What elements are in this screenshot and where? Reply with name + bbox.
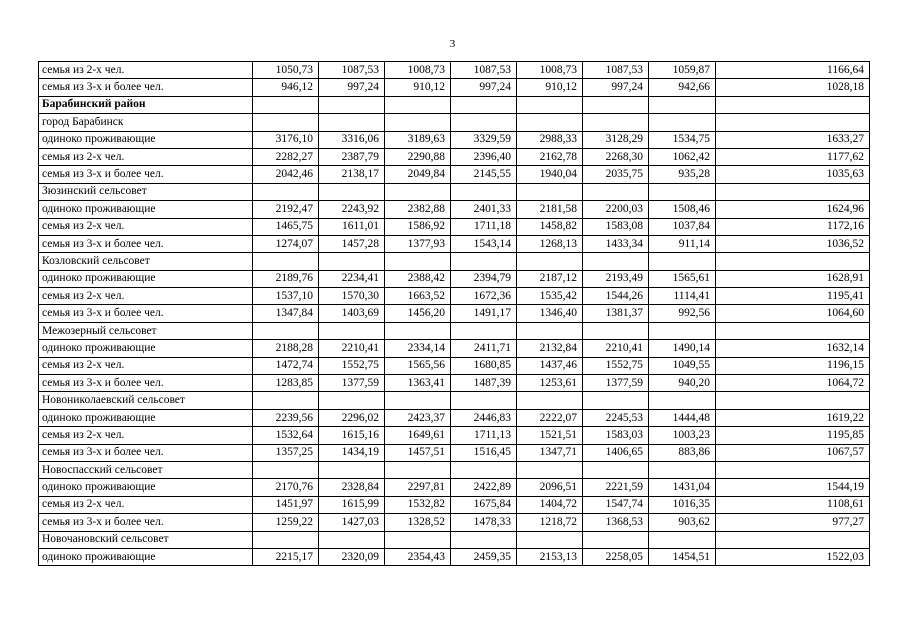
- value-cell: 1431,04: [649, 479, 716, 496]
- value-cell: 1583,03: [583, 427, 649, 444]
- value-cell: 1433,34: [583, 235, 649, 252]
- value-cell: 2170,76: [253, 479, 319, 496]
- value-cell: [517, 461, 583, 478]
- district-heading: Барабинский район: [39, 96, 253, 113]
- value-cell: [649, 253, 716, 270]
- value-cell: 2221,59: [583, 479, 649, 496]
- value-cell: 903,62: [649, 514, 716, 531]
- value-cell: 997,24: [319, 79, 385, 96]
- value-cell: 1565,61: [649, 270, 716, 287]
- value-cell: 2181,58: [517, 201, 583, 218]
- value-cell: [253, 392, 319, 409]
- value-cell: 3128,29: [583, 131, 649, 148]
- value-cell: [319, 531, 385, 548]
- value-cell: [385, 322, 451, 339]
- value-cell: 1434,19: [319, 444, 385, 461]
- value-cell: 1632,14: [716, 340, 870, 357]
- value-cell: 1508,46: [649, 201, 716, 218]
- section-label: Козловский сельсовет: [39, 253, 253, 270]
- value-cell: 2239,56: [253, 409, 319, 426]
- table-row: [39, 288, 870, 305]
- value-cell: 1346,40: [517, 305, 583, 322]
- value-cell: 2296,02: [319, 409, 385, 426]
- value-cell: 1036,52: [716, 235, 870, 252]
- district-heading-row: [39, 96, 870, 113]
- table-row: [39, 548, 870, 565]
- value-cell: 1532,64: [253, 427, 319, 444]
- value-cell: 997,24: [583, 79, 649, 96]
- value-cell: [517, 114, 583, 131]
- section-label: Новоспасский сельсовет: [39, 461, 253, 478]
- section-row: [39, 531, 870, 548]
- value-cell: 1195,85: [716, 427, 870, 444]
- value-cell: [716, 96, 870, 113]
- value-cell: 2210,41: [583, 340, 649, 357]
- value-cell: 1087,53: [583, 62, 649, 79]
- value-cell: 1259,22: [253, 514, 319, 531]
- value-cell: [319, 461, 385, 478]
- value-cell: [253, 531, 319, 548]
- value-cell: 3176,10: [253, 131, 319, 148]
- value-cell: 1050,73: [253, 62, 319, 79]
- value-cell: 2388,42: [385, 270, 451, 287]
- value-cell: [385, 96, 451, 113]
- row-label: семья из 3-х и более чел.: [39, 514, 253, 531]
- value-cell: [583, 322, 649, 339]
- value-cell: [649, 461, 716, 478]
- value-cell: 2282,27: [253, 148, 319, 165]
- table-row: [39, 218, 870, 235]
- value-cell: 3189,63: [385, 131, 451, 148]
- value-cell: [649, 96, 716, 113]
- value-cell: 2193,49: [583, 270, 649, 287]
- value-cell: 997,24: [451, 79, 517, 96]
- value-cell: 2422,89: [451, 479, 517, 496]
- value-cell: 1008,73: [517, 62, 583, 79]
- value-cell: 1611,01: [319, 218, 385, 235]
- value-cell: [385, 114, 451, 131]
- value-cell: 1059,87: [649, 62, 716, 79]
- value-cell: 1624,96: [716, 201, 870, 218]
- value-cell: [649, 392, 716, 409]
- value-cell: 1108,61: [716, 496, 870, 513]
- value-cell: 1114,41: [649, 288, 716, 305]
- table-row: [39, 444, 870, 461]
- value-cell: [385, 531, 451, 548]
- section-label: Межозерный сельсовет: [39, 322, 253, 339]
- row-label: одиноко проживающие: [39, 340, 253, 357]
- value-cell: [583, 183, 649, 200]
- value-cell: 2096,51: [517, 479, 583, 496]
- section-row: [39, 461, 870, 478]
- value-cell: 2459,35: [451, 548, 517, 565]
- value-cell: [716, 322, 870, 339]
- value-cell: [253, 322, 319, 339]
- value-cell: [319, 392, 385, 409]
- value-cell: 2258,05: [583, 548, 649, 565]
- value-cell: 2320,09: [319, 548, 385, 565]
- value-cell: [319, 183, 385, 200]
- value-cell: 3329,59: [451, 131, 517, 148]
- value-cell: 1427,03: [319, 514, 385, 531]
- value-cell: 910,12: [385, 79, 451, 96]
- value-cell: 2132,84: [517, 340, 583, 357]
- value-cell: 2192,47: [253, 201, 319, 218]
- value-cell: 2394,79: [451, 270, 517, 287]
- value-cell: 1619,22: [716, 409, 870, 426]
- value-cell: 1166,64: [716, 62, 870, 79]
- value-cell: 2297,81: [385, 479, 451, 496]
- value-cell: 1663,52: [385, 288, 451, 305]
- value-cell: [649, 322, 716, 339]
- value-cell: 1404,72: [517, 496, 583, 513]
- value-cell: 2188,28: [253, 340, 319, 357]
- value-cell: [385, 253, 451, 270]
- table-row: [39, 409, 870, 426]
- value-cell: 1615,99: [319, 496, 385, 513]
- section-row: [39, 253, 870, 270]
- value-cell: [319, 96, 385, 113]
- value-cell: [716, 461, 870, 478]
- value-cell: 2222,07: [517, 409, 583, 426]
- value-cell: 2049,84: [385, 166, 451, 183]
- value-cell: 1711,13: [451, 427, 517, 444]
- section-label: Зюзинский сельсовет: [39, 183, 253, 200]
- value-cell: 1458,82: [517, 218, 583, 235]
- value-cell: 1478,33: [451, 514, 517, 531]
- value-cell: 2268,30: [583, 148, 649, 165]
- row-label: семья из 2-х чел.: [39, 288, 253, 305]
- value-cell: 1268,13: [517, 235, 583, 252]
- value-cell: 2153,13: [517, 548, 583, 565]
- value-cell: 2138,17: [319, 166, 385, 183]
- row-label: одиноко проживающие: [39, 270, 253, 287]
- table-row: [39, 340, 870, 357]
- table-row: [39, 357, 870, 374]
- value-cell: [517, 253, 583, 270]
- value-cell: 2234,41: [319, 270, 385, 287]
- value-cell: 1328,52: [385, 514, 451, 531]
- value-cell: [319, 114, 385, 131]
- value-cell: 2387,79: [319, 148, 385, 165]
- value-cell: 977,27: [716, 514, 870, 531]
- row-label: одиноко проживающие: [39, 548, 253, 565]
- value-cell: 1680,85: [451, 357, 517, 374]
- value-cell: 1565,56: [385, 357, 451, 374]
- value-cell: 942,66: [649, 79, 716, 96]
- value-cell: 1583,08: [583, 218, 649, 235]
- table-row: [39, 514, 870, 531]
- value-cell: 1522,03: [716, 548, 870, 565]
- value-cell: 2334,14: [385, 340, 451, 357]
- value-cell: 1490,14: [649, 340, 716, 357]
- value-cell: 1363,41: [385, 375, 451, 392]
- value-cell: 1472,74: [253, 357, 319, 374]
- section-label: город Барабинск: [39, 114, 253, 131]
- value-cell: 1672,36: [451, 288, 517, 305]
- value-cell: 1534,75: [649, 131, 716, 148]
- table-row: [39, 79, 870, 96]
- value-cell: [253, 114, 319, 131]
- value-cell: 1675,84: [451, 496, 517, 513]
- value-cell: 1087,53: [319, 62, 385, 79]
- value-cell: 1940,04: [517, 166, 583, 183]
- value-cell: [385, 392, 451, 409]
- row-label: одиноко проживающие: [39, 409, 253, 426]
- table-row: [39, 427, 870, 444]
- value-cell: [716, 392, 870, 409]
- row-label: одиноко проживающие: [39, 131, 253, 148]
- table-row: [39, 235, 870, 252]
- table-row: [39, 131, 870, 148]
- value-cell: 1381,37: [583, 305, 649, 322]
- value-cell: 1062,42: [649, 148, 716, 165]
- value-cell: 1347,84: [253, 305, 319, 322]
- value-cell: 2215,17: [253, 548, 319, 565]
- value-cell: 2396,40: [451, 148, 517, 165]
- value-cell: 1615,16: [319, 427, 385, 444]
- value-cell: 2210,41: [319, 340, 385, 357]
- value-cell: 2401,33: [451, 201, 517, 218]
- value-cell: [319, 322, 385, 339]
- value-cell: 2290,88: [385, 148, 451, 165]
- value-cell: [385, 461, 451, 478]
- section-label: Новочановский сельсовет: [39, 531, 253, 548]
- value-cell: 1377,59: [319, 375, 385, 392]
- value-cell: 1064,60: [716, 305, 870, 322]
- value-cell: 1516,45: [451, 444, 517, 461]
- value-cell: [517, 531, 583, 548]
- value-cell: 1008,73: [385, 62, 451, 79]
- row-label: семья из 3-х и более чел.: [39, 235, 253, 252]
- table-row: [39, 166, 870, 183]
- value-cell: 1028,18: [716, 79, 870, 96]
- value-cell: [451, 96, 517, 113]
- page-number: 3: [449, 38, 456, 50]
- value-cell: 2988,33: [517, 131, 583, 148]
- value-cell: 946,12: [253, 79, 319, 96]
- row-label: семья из 2-х чел.: [39, 496, 253, 513]
- section-row: [39, 114, 870, 131]
- row-label: семья из 2-х чел.: [39, 357, 253, 374]
- value-cell: [716, 253, 870, 270]
- table-row: [39, 305, 870, 322]
- value-cell: 1347,71: [517, 444, 583, 461]
- row-label: семья из 2-х чел.: [39, 148, 253, 165]
- section-row: [39, 322, 870, 339]
- section-row: [39, 183, 870, 200]
- value-cell: [716, 183, 870, 200]
- value-cell: 1552,75: [583, 357, 649, 374]
- value-cell: 1377,93: [385, 235, 451, 252]
- table-row: [39, 375, 870, 392]
- value-cell: [451, 461, 517, 478]
- value-cell: [451, 114, 517, 131]
- row-label: семья из 3-х и более чел.: [39, 444, 253, 461]
- value-cell: 1003,23: [649, 427, 716, 444]
- value-cell: 1049,55: [649, 357, 716, 374]
- value-cell: 1274,07: [253, 235, 319, 252]
- value-cell: [716, 531, 870, 548]
- value-cell: 910,12: [517, 79, 583, 96]
- value-cell: 1537,10: [253, 288, 319, 305]
- value-cell: 1283,85: [253, 375, 319, 392]
- value-cell: 1535,42: [517, 288, 583, 305]
- value-cell: 1377,59: [583, 375, 649, 392]
- value-cell: 1403,69: [319, 305, 385, 322]
- value-cell: [451, 183, 517, 200]
- value-cell: 1064,72: [716, 375, 870, 392]
- value-cell: 1172,16: [716, 218, 870, 235]
- value-cell: 883,86: [649, 444, 716, 461]
- value-cell: [517, 322, 583, 339]
- value-cell: [253, 183, 319, 200]
- value-cell: 2189,76: [253, 270, 319, 287]
- value-cell: 1457,28: [319, 235, 385, 252]
- value-cell: [253, 253, 319, 270]
- value-cell: 1586,92: [385, 218, 451, 235]
- value-cell: 1547,74: [583, 496, 649, 513]
- value-cell: 940,20: [649, 375, 716, 392]
- value-cell: [517, 183, 583, 200]
- value-cell: 1633,27: [716, 131, 870, 148]
- value-cell: [253, 461, 319, 478]
- value-cell: 2243,92: [319, 201, 385, 218]
- value-cell: [649, 531, 716, 548]
- section-row: [39, 392, 870, 409]
- value-cell: [451, 392, 517, 409]
- value-cell: 935,28: [649, 166, 716, 183]
- value-cell: 1016,35: [649, 496, 716, 513]
- value-cell: 1456,20: [385, 305, 451, 322]
- value-cell: [583, 114, 649, 131]
- table-row: [39, 201, 870, 218]
- value-cell: 1451,97: [253, 496, 319, 513]
- value-cell: [451, 531, 517, 548]
- value-cell: 1444,48: [649, 409, 716, 426]
- value-cell: 1465,75: [253, 218, 319, 235]
- value-cell: 1487,39: [451, 375, 517, 392]
- value-cell: 1357,25: [253, 444, 319, 461]
- table-row: [39, 148, 870, 165]
- section-label: Новониколаевский сельсовет: [39, 392, 253, 409]
- value-cell: [451, 322, 517, 339]
- value-cell: 1195,41: [716, 288, 870, 305]
- value-cell: 1570,30: [319, 288, 385, 305]
- value-cell: 2035,75: [583, 166, 649, 183]
- value-cell: [517, 96, 583, 113]
- value-cell: 1037,84: [649, 218, 716, 235]
- value-cell: 1711,18: [451, 218, 517, 235]
- value-cell: [583, 461, 649, 478]
- row-label: одиноко проживающие: [39, 201, 253, 218]
- value-cell: 1437,46: [517, 357, 583, 374]
- value-cell: [583, 253, 649, 270]
- table-body: [39, 62, 870, 566]
- value-cell: 1628,91: [716, 270, 870, 287]
- value-cell: 2328,84: [319, 479, 385, 496]
- row-label: семья из 2-х чел.: [39, 427, 253, 444]
- value-cell: 1457,51: [385, 444, 451, 461]
- value-cell: [583, 531, 649, 548]
- value-cell: [716, 114, 870, 131]
- value-cell: 1035,63: [716, 166, 870, 183]
- value-cell: 2042,46: [253, 166, 319, 183]
- value-cell: 1532,82: [385, 496, 451, 513]
- value-cell: 2200,03: [583, 201, 649, 218]
- table-row: [39, 479, 870, 496]
- row-label: семья из 2-х чел.: [39, 218, 253, 235]
- value-cell: 2446,83: [451, 409, 517, 426]
- value-cell: [517, 392, 583, 409]
- value-cell: 1406,65: [583, 444, 649, 461]
- value-cell: [385, 183, 451, 200]
- row-label: семья из 2-х чел.: [39, 62, 253, 79]
- row-label: семья из 3-х и более чел.: [39, 305, 253, 322]
- value-cell: [649, 183, 716, 200]
- value-cell: 1177,62: [716, 148, 870, 165]
- value-cell: 2382,88: [385, 201, 451, 218]
- value-cell: 1521,51: [517, 427, 583, 444]
- value-cell: [583, 392, 649, 409]
- value-cell: [451, 253, 517, 270]
- value-cell: 3316,06: [319, 131, 385, 148]
- value-cell: 2245,53: [583, 409, 649, 426]
- value-cell: 992,56: [649, 305, 716, 322]
- value-cell: 1454,51: [649, 548, 716, 565]
- row-label: семья из 3-х и более чел.: [39, 375, 253, 392]
- value-cell: 1196,15: [716, 357, 870, 374]
- value-cell: 1253,61: [517, 375, 583, 392]
- value-cell: 1087,53: [451, 62, 517, 79]
- table-row: [39, 496, 870, 513]
- value-cell: 1649,61: [385, 427, 451, 444]
- value-cell: 2162,78: [517, 148, 583, 165]
- value-cell: [583, 96, 649, 113]
- value-cell: 2423,37: [385, 409, 451, 426]
- value-cell: 2411,71: [451, 340, 517, 357]
- value-cell: 911,14: [649, 235, 716, 252]
- value-cell: 1552,75: [319, 357, 385, 374]
- value-cell: 1218,72: [517, 514, 583, 531]
- value-cell: 1491,17: [451, 305, 517, 322]
- value-cell: 2187,12: [517, 270, 583, 287]
- value-cell: 2354,43: [385, 548, 451, 565]
- value-cell: [253, 96, 319, 113]
- row-label: семья из 3-х и более чел.: [39, 166, 253, 183]
- value-cell: 1368,53: [583, 514, 649, 531]
- value-cell: 1544,19: [716, 479, 870, 496]
- row-label: семья из 3-х и более чел.: [39, 79, 253, 96]
- table-row: [39, 270, 870, 287]
- value-cell: 1067,57: [716, 444, 870, 461]
- value-cell: 1543,14: [451, 235, 517, 252]
- value-cell: [319, 253, 385, 270]
- value-cell: 1544,26: [583, 288, 649, 305]
- tariff-table: [38, 61, 870, 566]
- table-row: [39, 62, 870, 79]
- value-cell: 2145,55: [451, 166, 517, 183]
- row-label: одиноко проживающие: [39, 479, 253, 496]
- value-cell: [649, 114, 716, 131]
